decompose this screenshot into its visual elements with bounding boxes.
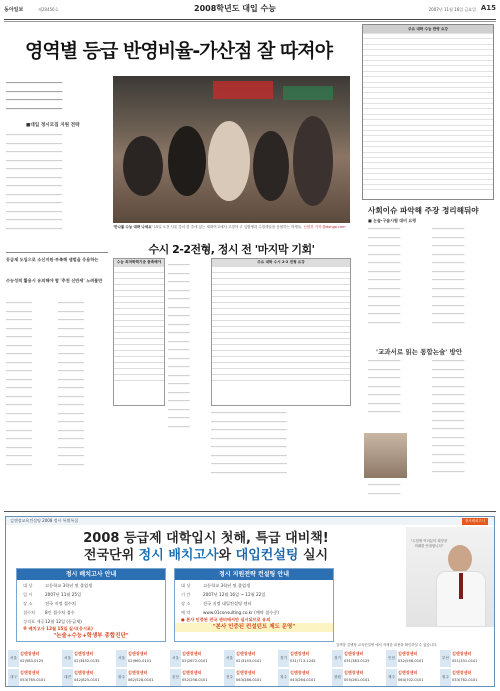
- location-brand: 김앤장센터: [74, 651, 94, 656]
- right-headline-2: '교과서로 읽는 통합논술' 방안: [376, 348, 463, 356]
- page-header: [4, 3, 496, 17]
- page-number: A15: [480, 4, 496, 12]
- column-divider: [6, 252, 108, 253]
- location-city: 제주: [386, 669, 397, 686]
- location-phone: 02)583-0125: [20, 659, 44, 663]
- right-headline: 사회이슈 파악해 주장 정리해둬야: [368, 206, 479, 215]
- location-brand: 김앤장센터: [344, 670, 364, 675]
- location-phone: 033)762-0101: [452, 678, 478, 682]
- location-phone: 02)2672-0101: [182, 659, 208, 663]
- ad-headline-2c: 와: [218, 548, 236, 563]
- location-brand: 김앤장센터: [452, 670, 472, 675]
- ad-location-item: [8, 669, 61, 686]
- location-brand: 김앤장센터: [290, 670, 310, 675]
- article2-body-col2: ━━━━━━━━━━━━━━━━━━━━━━━━━━━━━━━━━━━ ━━━━━━━━━━━━━━━━━━━━━━━━━━━━━━━━━━━ ━━━━━━━━━━━━━━━━━━━━━━━━━━━━━━━━━━━ ━━━━━━━━━━━━━━━━━━━━━━━━━━━━━━━━━━━ ━━━━━━━━━━━━━━━━━━━━━━━━━━━━━━━━━━━ ━━━━━━━━━━━━━━━━━━━━━━━━━━━━━━━━━━━ ━━━━━━━━━━━━━━━━━━━━━━━━━━━━━━━━━━━ ━━━━━━━━━━━━━━━━━━━━━━━━━━━━━━━━━━━: [211, 411, 287, 475]
- ad-box-consulting-line: [175, 580, 333, 589]
- line-value: 8인 접수처 접수: [45, 610, 75, 615]
- location-phone: 053)765-0101: [20, 678, 46, 682]
- location-phone: 062)528-0101: [128, 678, 154, 682]
- ad-box-consulting-emphasis: ● 본사 인증된 전국 센터에서만 실시되므로 유의: [181, 617, 271, 622]
- article-body-col1: ━━━━━━━━━━━━━━━━━━━━━━━━━━ ━━━━━━━━━━━━━━━━━━━━━━━━━━ ━━━━━━━━━━━━━━━━━━━━━━━━━━ ━━━━━━━━━━━━━━━━━━━━━━━━━━ ━━━━━━━━━━━━━━━━━━━━━━━━━━ ━━━━━━━━━━━━━━━━━━━━━━━━━━ ━━━━━━━━━━━━━━━━━━━━━━━━━━ ━━━━━━━━━━━━━━━━━━━━━━━━━━ ━━━━━━━━━━━━━━━━━━━━━━━━━━ ━━━━━━━━━━━━━━━━━━━━━━━━━━ ━━━━━━━━━━━━━━━━━━━━━━━━━━ ━━━━━━━━━━━━━━━━━━━━━━━━━━: [6, 133, 63, 231]
- ad-box-exam-emphasis: ※ 배치고사 12월 15일 실시(응시료): [23, 626, 93, 631]
- location-city: 대전: [62, 669, 73, 686]
- right-body-col5: ━━━━━━━━━━━━━━━ ━━━━━━━━━━━━━━━: [368, 483, 401, 496]
- ad-box-consulting-line: [175, 598, 333, 607]
- location-brand: 김앤장센터: [20, 651, 40, 656]
- location-city: 서울: [62, 650, 73, 667]
- location-phone: 032)558-0101: [398, 659, 424, 663]
- line-key: 대 상: [181, 583, 191, 588]
- ad-headline-2: [6, 544, 406, 563]
- line-key: 장 소: [23, 601, 33, 606]
- exam-weighting-table: [362, 24, 494, 200]
- ad-location-item: [278, 669, 331, 686]
- publish-date: 2007년 11월 16일 금요일: [428, 7, 476, 12]
- ad-box-consulting-line: [175, 589, 333, 598]
- article-body-intro: ━━━━━━━━━━━━━━━━━━━━━━━━━━ ━━━━━━━━━━━━━━━━━━━━━━━━━━ ━━━━━━━━━━━━━━━━━━━━━━━━━━ ━━━━━━━━━━━━━━━━━━━━━━━━━━: [6, 81, 63, 111]
- ad-location-item: [116, 650, 169, 667]
- location-phone: 02)3143-0101: [236, 659, 262, 663]
- ad-headline-2d: 대입컨설팅: [235, 548, 299, 563]
- line-key: 접수처: [23, 610, 36, 615]
- article2-body-col1: ━━━━━━━━━━ ━━━━━━━━━━ ━━━━━━━━━━ ━━━━━━━━━━ ━━━━━━━━━━ ━━━━━━━━━━ ━━━━━━━━━━ ━━━━━━━━━━ ━━━━━━━━━━ ━━━━━━━━━━ ━━━━━━━━━━ ━━━━━━━━━━ ━━━━━━━━━━ ━━━━━━━━━━ ━━━━━━━━━━ ━━━━━━━━━━ ━━━━━━━━━━ ━━━━━━━━━━ ━━━━━━━━━━ ━━━━━━━━━━: [168, 263, 190, 429]
- right-subhead: ■ 논술·구술시험 대비 요령: [368, 218, 417, 223]
- ad-location-item: [332, 650, 385, 667]
- ad-quote: "수험생 여러분의 희망찬 미래를 안내합니다": [410, 539, 448, 548]
- ad-box-exam-line: [17, 616, 165, 625]
- location-brand: 김앤장센터: [74, 670, 94, 675]
- ad-box-exam-line: [17, 607, 165, 616]
- article-subhead-3: 수능성적 활용시 유의해야 할 '추천 신반세' 노려볼만: [6, 278, 103, 283]
- ad-box-exam-title: 정시 배치고사 안내: [17, 569, 165, 580]
- line-value: 2007년 12월 16일 ~ 12월 22일: [203, 592, 266, 597]
- requirements-table-title: 수능 최저학력기준 충족해야: [114, 259, 164, 266]
- article-subhead-2: 등급제 도입으로 소신지원·부족해 셈법을 응용하는: [6, 257, 99, 262]
- location-city: 창원: [332, 669, 343, 686]
- location-city: 경기: [332, 650, 343, 667]
- advertisement: [5, 516, 495, 687]
- line-key: 장 소: [181, 601, 191, 606]
- location-city: 서울: [116, 650, 127, 667]
- location-city: 울산: [170, 669, 181, 686]
- ad-box-consulting-slogan: "본사 인증된 컨설턴트 제도 운영": [175, 623, 333, 632]
- right-body-col2: ━━━━━━━━━━━━━━━ ━━━━━━━━━━━━━━━ ━━━━━━━━━━━━━━━ ━━━━━━━━━━━━━━━ ━━━━━━━━━━━━━━━ ━━━━━━━━━━━━━━━ ━━━━━━━━━━━━━━━ ━━━━━━━━━━━━━━━ ━━━━━━━━━━━━━━━ ━━━━━━━━━━━━━━━ ━━━━━━━━━━━━━━━ ━━━━━━━━━━━━━━━: [432, 227, 465, 325]
- location-phone: 055)261-0101: [344, 678, 370, 682]
- ad-headline-2b: 정시 배치고사: [138, 548, 219, 563]
- location-brand: 김앤장센터: [236, 670, 256, 675]
- location-brand: 김앤장센터: [236, 651, 256, 656]
- ad-topbar: 김앤장교육컨설팅 2008 정시 특별특집: [6, 517, 495, 525]
- line-key: 기 간: [181, 592, 191, 597]
- ad-headline-2e: 실시: [298, 548, 329, 563]
- location-city: 광주: [116, 669, 127, 686]
- admissions-table: [211, 258, 351, 406]
- line-key: 일 시: [23, 592, 33, 597]
- ad-location-item: [116, 669, 169, 686]
- location-brand: 김앤장센터: [128, 651, 148, 656]
- location-brand: 김앤장센터: [344, 651, 364, 656]
- ad-location-item: [170, 650, 223, 667]
- location-brand: 김앤장센터: [182, 651, 202, 656]
- ad-box-consulting-title: 정시 지원전략 컨설팅 안내: [175, 569, 333, 580]
- location-city: 서울: [224, 650, 235, 667]
- location-city: 전주: [224, 669, 235, 686]
- article2-headline: 수시 2-2전형, 정시 전 '마지막 기회': [148, 243, 315, 256]
- ad-box-exam-line: [17, 589, 165, 598]
- location-brand: 김앤장센터: [398, 651, 418, 656]
- ad-location-item: [8, 650, 61, 667]
- location-phone: 043)264-0101: [290, 678, 316, 682]
- admissions-table-title: 주요 대학 수시 2-2 전형 요강: [212, 259, 350, 266]
- ad-headline-2a: 전국단위: [83, 548, 139, 563]
- ad-location-item: [440, 669, 493, 686]
- ad-location-item: [224, 669, 277, 686]
- ad-location-item: [62, 650, 115, 667]
- ad-location-item: [332, 669, 385, 686]
- newspaper-name: 동아일보: [4, 7, 24, 13]
- line-key: 대 상: [23, 583, 33, 588]
- location-city: 대구: [8, 669, 19, 686]
- line-value: 전국 지정 접수처: [45, 601, 76, 606]
- location-city: 서울: [170, 650, 181, 667]
- section-title: 2008학년도 대입 수능: [194, 4, 276, 13]
- ad-box-exam-line: [17, 598, 165, 607]
- location-phone: 02)960-0101: [128, 659, 152, 663]
- location-phone: 042)825-0101: [74, 678, 100, 682]
- main-headline: 영역별 등급 반영비율-가산점 잘 따져야: [24, 40, 332, 62]
- photo-caption-text: 15일 오전 서울 강서 한 후에 있는 세화여고에서 고경아 고 입합생과 수험생들을 응원하는 학생들.: [153, 225, 303, 229]
- columnist-photo: [364, 433, 407, 478]
- ad-location-item: [386, 669, 439, 686]
- right-body-col1: ━━━━━━━━━━━━━━━ ━━━━━━━━━━━━━━━ ━━━━━━━━━━━━━━━ ━━━━━━━━━━━━━━━ ━━━━━━━━━━━━━━━ ━━━━━━━━━━━━━━━ ━━━━━━━━━━━━━━━ ━━━━━━━━━━━━━━━ ━━━━━━━━━━━━━━━ ━━━━━━━━━━━━━━━ ━━━━━━━━━━━━━━━ ━━━━━━━━━━━━━━━: [368, 227, 401, 325]
- location-brand: 김앤장센터: [452, 651, 472, 656]
- ad-location-item: [386, 650, 439, 667]
- location-phone: 051)331-0101: [452, 659, 478, 663]
- issue-number: 제28456호: [38, 7, 59, 12]
- line-key: 성적표 제공: [23, 619, 45, 624]
- article-body-col3: ━━━━━━━━━━━━ ━━━━━━━━━━━━ ━━━━━━━━━━━━ ━━━━━━━━━━━━ ━━━━━━━━━━━━ ━━━━━━━━━━━━ ━━━━━━━━━━━━ ━━━━━━━━━━━━ ━━━━━━━━━━━━ ━━━━━━━━━━━━ ━━━━━━━━━━━━ ━━━━━━━━━━━━ ━━━━━━━━━━━━ ━━━━━━━━━━━━ ━━━━━━━━━━━━ ━━━━━━━━━━━━ ━━━━━━━━━━━━ ━━━━━━━━━━━━ ━━━━━━━━━━━━ ━━━━━━━━━━━━: [58, 301, 84, 467]
- line-value: 고등학교 3학년 및 졸업생: [203, 583, 251, 588]
- line-value: www.01consulting.co.kr (예약 접수중): [203, 610, 279, 615]
- ad-location-item: [224, 650, 277, 667]
- line-value: 전국 지정 대입컨설팅 센터: [203, 601, 252, 606]
- location-brand: 김앤장센터: [20, 670, 40, 675]
- line-value: 고등학교 3학년 및 졸업생: [45, 583, 93, 588]
- location-phone: 031)713-1245: [290, 659, 316, 663]
- location-city: 경기: [278, 650, 289, 667]
- photo-credit: 신원건 기자 @donga.com: [303, 225, 346, 229]
- ad-location-item: [62, 669, 115, 686]
- ad-headline-1: 2008 등급제 대학입시 첫해, 특급 대비책!: [83, 531, 329, 546]
- location-city: 부산: [440, 650, 451, 667]
- article-body-col2: ━━━━━━━━━━━━ ━━━━━━━━━━━━ ━━━━━━━━━━━━ ━━━━━━━━━━━━ ━━━━━━━━━━━━ ━━━━━━━━━━━━ ━━━━━━━━━━━━ ━━━━━━━━━━━━ ━━━━━━━━━━━━ ━━━━━━━━━━━━ ━━━━━━━━━━━━ ━━━━━━━━━━━━ ━━━━━━━━━━━━ ━━━━━━━━━━━━ ━━━━━━━━━━━━ ━━━━━━━━━━━━ ━━━━━━━━━━━━ ━━━━━━━━━━━━ ━━━━━━━━━━━━ ━━━━━━━━━━━━: [6, 301, 32, 467]
- ad-box-consulting: [174, 568, 334, 642]
- news-photo-crowd: [113, 76, 350, 223]
- location-city: 서울: [8, 650, 19, 667]
- exam-weighting-table-title: 주요 대학 수능 반영 요강: [363, 25, 493, 33]
- ad-location-strip: [6, 648, 495, 686]
- requirements-table: [113, 258, 165, 406]
- header-rule: [4, 19, 496, 20]
- ad-location-item: [170, 669, 223, 686]
- location-city: 청주: [278, 669, 289, 686]
- location-phone: 064)702-0101: [398, 678, 424, 682]
- line-value: 12월 12일 (등급제): [45, 619, 82, 624]
- location-phone: 031)383-0125: [344, 659, 370, 663]
- location-phone: 052)258-0101: [182, 678, 208, 682]
- ad-badge: 정시배치고사: [462, 518, 488, 525]
- line-value: 2007년 11월 25일: [45, 592, 82, 597]
- right-body-col4: ━━━━━━━━━━━━━━━ ━━━━━━━━━━━━━━━ ━━━━━━━━━━━━━━━ ━━━━━━━━━━━━━━━ ━━━━━━━━━━━━━━━ ━━━━━━━━━━━━━━━ ━━━━━━━━━━━━━━━ ━━━━━━━━━━━━━━━ ━━━━━━━━━━━━━━━ ━━━━━━━━━━━━━━━ ━━━━━━━━━━━━━━━ ━━━━━━━━━━━━━━━ ━━━━━━━━━━━━━━━ ━━━━━━━━━━━━━━━: [432, 359, 465, 474]
- article-subhead: ■대입 정시모집 지원 전략: [26, 123, 80, 128]
- line-key: 예 약: [181, 610, 191, 615]
- ad-box-exam-line: [17, 580, 165, 589]
- ad-separator: [4, 511, 496, 512]
- header-rule-thin: [4, 21, 496, 22]
- photo-caption: [113, 225, 350, 230]
- location-brand: 김앤장센터: [128, 670, 148, 675]
- location-city: 인천: [386, 650, 397, 667]
- location-city: 원주: [440, 669, 451, 686]
- location-brand: 김앤장센터: [398, 670, 418, 675]
- ad-box-exam-slogan: "논술+수능+학생부 종합진단": [53, 633, 129, 639]
- ad-box-consulting-line: [175, 607, 333, 616]
- ad-search-note: 검색창 김앤장 교육컨설팅 에서 자세한 내용을 확인하실 수 있습니다.: [336, 643, 438, 647]
- location-phone: 02)3452-0135: [74, 659, 100, 663]
- right-body-col3: ━━━━━━━━━━━━━━━ ━━━━━━━━━━━━━━━ ━━━━━━━━━━━━━━━ ━━━━━━━━━━━━━━━ ━━━━━━━━━━━━━━━ ━━━━━━━━━━━━━━━ ━━━━━━━━━━━━━━━: [368, 359, 401, 414]
- location-phone: 063)286-0101: [236, 678, 262, 682]
- ad-location-item: [278, 650, 331, 667]
- ad-location-item: [440, 650, 493, 667]
- ad-box-exam: [16, 568, 166, 642]
- photo-caption-title: '만나볼 수능 대박 나세요': [113, 225, 153, 229]
- location-brand: 김앤장센터: [182, 670, 202, 675]
- location-brand: 김앤장센터: [290, 651, 310, 656]
